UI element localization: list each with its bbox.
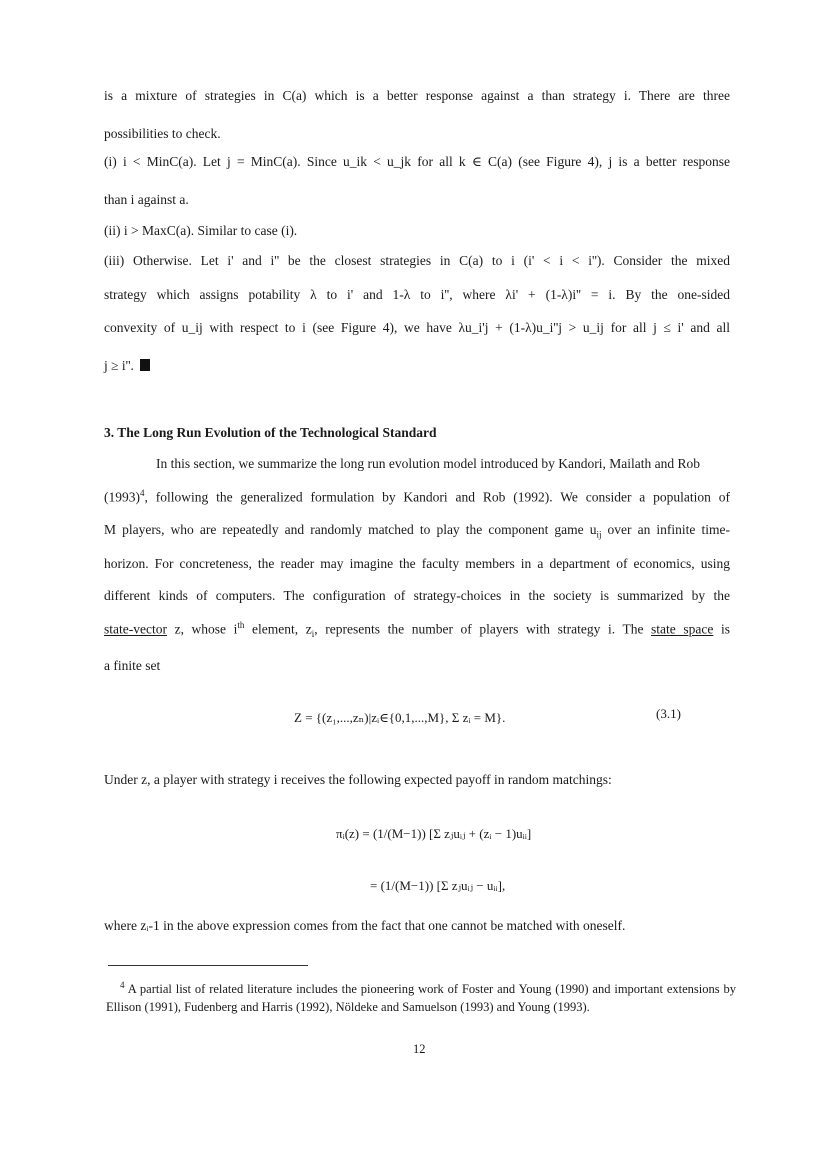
section-para-line-7: a finite set — [104, 658, 161, 673]
proof-final-text: j ≥ i''. — [104, 358, 134, 373]
equation-payoff-2: = (1/(M−1)) [Σ zⱼuᵢⱼ − uᵢᵢ], — [370, 878, 506, 893]
superscript: th — [237, 620, 245, 630]
term-state-space: state space — [651, 621, 714, 637]
footnote — [106, 976, 736, 1016]
proof-line-1: is a mixture of strategies in C(a) which is a better response against a than strategy i. There are three — [104, 88, 730, 103]
section-heading: 3. The Long Run Evolution of the Technological Standard — [104, 425, 437, 440]
proof-line-2: possibilities to check. — [104, 126, 221, 141]
footnote-text: A partial list of related literature includes the pioneering work of Foster and Young (1990) and important extensions by Ellison (1991), Fudenberg and Harris (1992), Nöldeke and Samuelson (1993) and Young (1993). — [106, 982, 737, 1015]
section-para-line-3 — [104, 522, 730, 540]
proof-case-2: (ii) i > MaxC(a). Similar to case (i). — [104, 223, 298, 238]
section-para-line-4: horizon. For concreteness, the reader may imagine the faculty members in a department of economics, using — [104, 556, 730, 571]
qed-square-icon — [140, 359, 150, 371]
section-text: M players, who are repeatedly and randomly matched to play the component game u — [104, 522, 597, 537]
page-number: 12 — [413, 1042, 426, 1056]
footnote-divider — [108, 965, 308, 966]
proof-case-3-cont: strategy which assigns potability λ to i' and 1-λ to i'', where λi' + (1-λ)i'' = i. By the one-sided — [104, 287, 730, 302]
expression-note: where zᵢ-1 in the above expression comes from the fact that one cannot be matched with oneself. — [104, 918, 626, 933]
proof-case-3-cont2: convexity of u_ij with respect to i (see Figure 4), we have λu_i'j + (1-λ)u_i''j > u_ij for all j ≤ i' and all — [104, 320, 730, 335]
section-text: over an infinite time- — [601, 522, 730, 537]
equation-label: (3.1) — [656, 706, 681, 721]
payoff-intro: Under z, a player with strategy i receives the following expected payoff in random matchings: — [104, 772, 612, 787]
subscript: ij — [596, 529, 602, 540]
equation-payoff-1: πᵢ(z) = (1/(M−1)) [Σ zⱼuᵢⱼ + (zᵢ − 1)uᵢᵢ] — [336, 826, 532, 841]
section-para-line-1: In this section, we summarize the long run evolution model introduced by Kandori, Mailath and Rob — [156, 456, 701, 471]
term-state-vector: state-vector — [104, 621, 167, 637]
proof-case-1: (i) i < MinC(a). Let j = MinC(a). Since u_ik < u_jk for all k ∈ C(a) (see Figure 4), j is a better response — [104, 154, 730, 169]
proof-case-1-cont: than i against a. — [104, 192, 189, 207]
footnote-ref: 4 — [140, 488, 145, 498]
equation-3-1: Z = {(z₁,...,zₙ)|zᵢ∈{0,1,...,M}, Σ zᵢ = M}. — [294, 710, 506, 725]
proof-case-3: (iii) Otherwise. Let i' and i'' be the closest strategies in C(a) to i (i' < i < i''). Consider the mixed — [104, 253, 730, 268]
subscript: i — [311, 629, 315, 640]
section-para-line-2 — [104, 488, 730, 506]
section-para-line-5: different kinds of computers. The configuration of strategy-choices in the society is summarized by the — [104, 588, 730, 603]
footnote-mark: 4 — [120, 980, 125, 990]
section-text: z, whose i — [166, 621, 238, 637]
section-text: , following the generalized formulation by Kandori and Rob (1992). We consider a population of — [144, 489, 730, 505]
section-text: is — [713, 621, 730, 637]
section-text: , represents the number of players with strategy i. The — [314, 621, 652, 637]
section-para-line-6 — [104, 620, 730, 639]
citation: (1993) — [104, 489, 140, 505]
proof-case-3-end — [104, 358, 150, 374]
section-text: element, z — [244, 621, 312, 637]
